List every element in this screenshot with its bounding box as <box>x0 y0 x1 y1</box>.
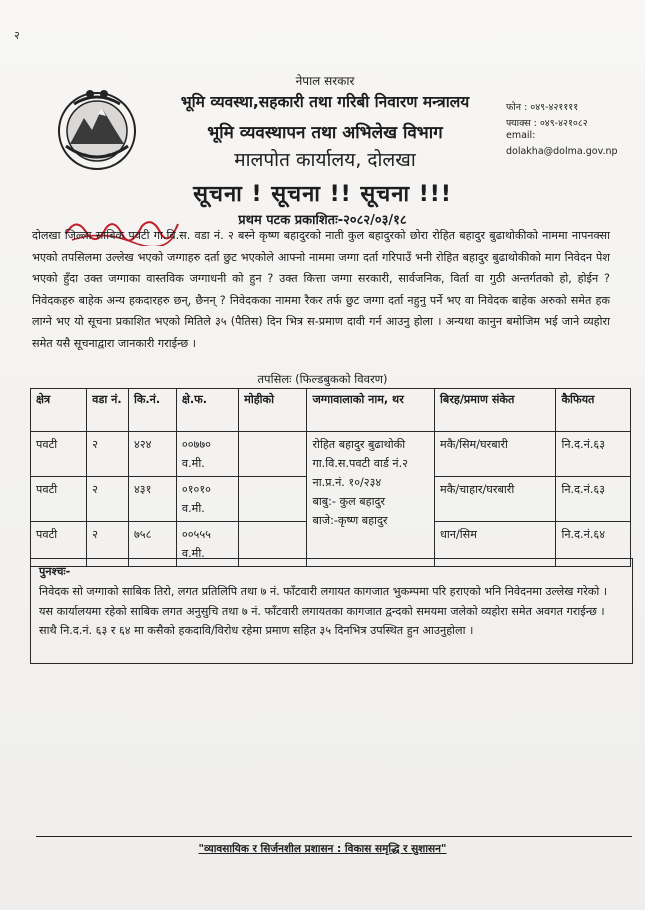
nepal-emblem-icon <box>54 86 140 172</box>
cell-kitta: ४३१ <box>128 477 176 522</box>
government-name: नेपाल सरकार <box>295 74 355 88</box>
cell-sign: धान/सिम <box>435 522 556 567</box>
col-header-size: क्षे.फ. <box>176 389 238 432</box>
notice-title: सूचना ! सूचना !! सूचना !!! <box>193 182 452 207</box>
fax-number: फ्याक्स : ०४९-४२१०८२ <box>506 118 588 129</box>
col-header-owner: जग्गावालाको नाम, थर <box>307 389 435 432</box>
footer-divider <box>36 836 632 837</box>
owner-line: ना.प्र.नं. १०/२३४ <box>312 476 382 489</box>
cell-size: ०१०१० व.मी. <box>176 477 238 522</box>
cell-ward: २ <box>87 477 129 522</box>
cell-area: पवटी <box>31 522 87 567</box>
cell-size: ००७७० व.मी. <box>176 432 238 477</box>
table-row <box>31 432 631 477</box>
cell-area: पवटी <box>31 477 87 522</box>
col-header-area: क्षेत्र <box>31 389 87 432</box>
cell-owner <box>307 432 435 567</box>
details-table <box>30 388 631 567</box>
ministry-name: भूमि व्यवस्था,सहकारी तथा गरिबी निवारण मन्त्रालय <box>180 93 470 111</box>
table-caption: तपसिलः (फिल्डबुकको विवरण) <box>257 372 388 386</box>
postscript-heading: पुनश्चः- <box>39 565 71 578</box>
col-header-tenant: मोहीको <box>239 389 307 432</box>
department-name: भूमि व्यवस्थापन तथा अभिलेख विभाग <box>207 123 443 143</box>
corner-mark: २ <box>14 29 20 42</box>
email-label: email: <box>506 130 536 141</box>
postscript-box <box>30 558 633 664</box>
cell-tenant <box>239 432 307 477</box>
phone-number: फोन : ०४९-४२११११ <box>506 102 579 113</box>
cell-remark: नि.द.नं.६३ <box>556 432 631 477</box>
cell-area: पवटी <box>31 432 87 477</box>
cell-remark: नि.द.नं.६३ <box>556 477 631 522</box>
cell-size: ००५५५ व.मी. <box>176 522 238 567</box>
owner-line: रोहित बहादुर बुढाथोकी <box>312 438 406 451</box>
cell-tenant <box>239 477 307 522</box>
publication-date: प्रथम पटक प्रकाशितः-२०८२/०३/१८ <box>238 213 407 228</box>
notice-body: दोलखा जिल्ला साबिक पवटी गा.वि.स. वडा नं. २ बस्ने कृष्ण बहादुरको नाती कुल बहादुरको छोरा रोहित बहादुर बुढाथोकीको नाममा नापनक्सा भएको तपसिलमा उल्लेख भएको जग्गाहरु दर्ता छुट भएकोले आफ्नो नाममा जग्गा दर्ता गरिपाउँ भनी रोहित बहादुर बुढाथोकीको माग निवेदन पेश भएको हुँदा उक्त जग्गाका वास्तविक जग्गाधनी को हुन ? उक्त कित्ता जग्गा सरकारी, सार्वजनिक, विर्ता वा गुठी अन्तर्गतको हो, होईन ? निवेदकहरु बाहेक अन्य हकदारहरु छन्, छैनन् ? निवेदकका नाममा रैकर तर्फ छुट जग्गा दर्ता नहुनु पर्ने भए वा निवेदक बाहेक अरुको समेत हक लाग्ने भए यो सूचना प्रकाशित भएको मितिले ३५ (पैतिस) दिन भित्र स-प्रमाण दावी गर्न आउनु होला । अन्यथा कानुन बमोजिम भई जाने व्यहोरा समेत यसै सूचनाद्वारा जानकारी गराईन्छ । <box>32 229 610 350</box>
owner-line: बाजे:-कृष्ण बहादुर <box>312 514 388 527</box>
footer-slogan: "व्यावसायिक र सिर्जनशील प्रशासन : विकास समृद्धि र सुशासन" <box>198 843 447 855</box>
cell-sign: मकै/चाहार/घरबारी <box>435 477 556 522</box>
postscript-text: निवेदक सो जग्गाको साबिक तिरो, लगत प्रतिलिपि तथा ७ नं. फाँटवारी लगायत कागजात भुकम्पमा परि हराएको भनि निवेदनमा उल्लेख गरेको । यस कार्यालयमा रहेको साबिक लगत अनुसुचि तथा ७ नं. फाँटवारी लगायतका कागजात द्वन्दको समयमा जलेको व्यहोरा समेत अवगत गराईन्छ । साथै नि.द.नं. ६३ र ६४ मा कसैको हकदावि/विरोध रहेमा प्रमाण सहित ३५ दिनभित्र उपस्थित हुन आउनुहोला । <box>39 584 608 638</box>
cell-remark: नि.द.नं.६४ <box>556 522 631 567</box>
col-header-ward: वडा नं. <box>87 389 129 432</box>
col-header-remark: कैफियत <box>556 389 631 432</box>
cell-sign: मकै/सिम/घरबारी <box>435 432 556 477</box>
owner-line: बाबु:- कुल बहादुर <box>312 495 385 508</box>
table-header-row <box>31 389 631 432</box>
cell-ward: २ <box>87 432 129 477</box>
office-name: मालपोत कार्यालय, दोलखा <box>234 149 416 171</box>
col-header-kitta: कि.नं. <box>128 389 176 432</box>
cell-ward: २ <box>87 522 129 567</box>
cell-kitta: ४२४ <box>128 432 176 477</box>
cell-kitta: ७५८ <box>128 522 176 567</box>
owner-line: गा.वि.स.पवटी वार्ड नं.२ <box>312 457 408 470</box>
email-address: dolakha@dolma.gov.np <box>506 146 618 157</box>
col-header-sign: बिरह/प्रमाण संकेत <box>435 389 556 432</box>
